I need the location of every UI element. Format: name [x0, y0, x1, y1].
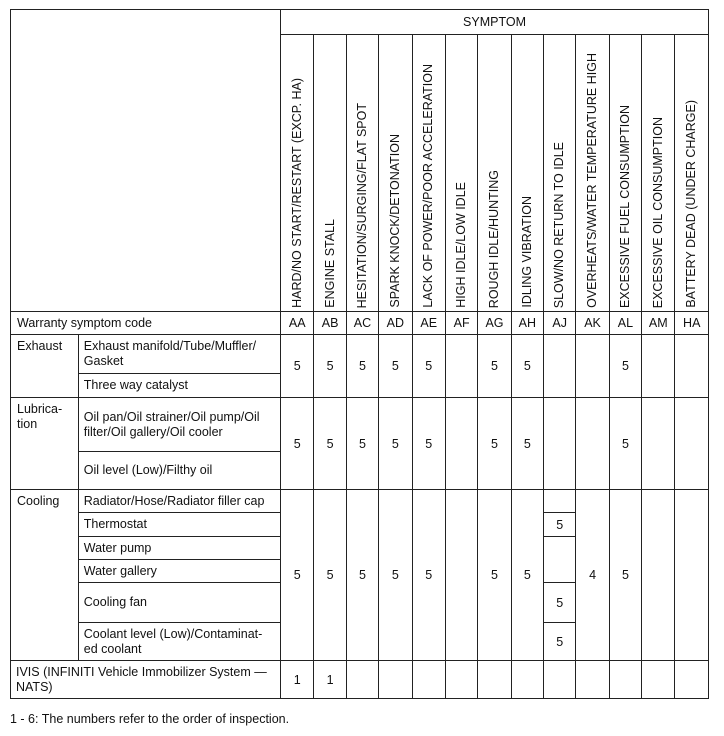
- value-cell: [445, 398, 477, 490]
- value-cell: 5: [281, 398, 314, 490]
- value-cell: 5: [346, 335, 378, 398]
- value-cell: [675, 661, 709, 699]
- value-cell: [346, 661, 378, 699]
- value-cell: [642, 335, 675, 398]
- value-cell: 5: [412, 490, 445, 661]
- value-cell: [544, 537, 576, 583]
- value-cell: 5: [544, 623, 576, 661]
- value-cell: 4: [576, 490, 609, 661]
- value-cell: [478, 661, 511, 699]
- value-cell: 5: [511, 398, 543, 490]
- value-cell: 5: [412, 335, 445, 398]
- symptom-ad: SPARK KNOCK/DETONATION: [379, 35, 412, 312]
- code-cell: AJ: [544, 312, 576, 335]
- value-cell: [445, 335, 477, 398]
- lubrication-category: Lubrica- tion: [11, 398, 79, 490]
- value-cell: [675, 335, 709, 398]
- symptom-ak: OVERHEATS/WATER TEMPERATURE HIGH: [576, 35, 609, 312]
- cooling-item: Radiator/Hose/Radiator filler cap: [78, 490, 280, 513]
- value-cell: 5: [609, 335, 641, 398]
- code-cell: AE: [412, 312, 445, 335]
- cooling-item: Water pump: [78, 537, 280, 560]
- value-cell: [412, 661, 445, 699]
- exhaust-row: [11, 335, 709, 374]
- value-cell: [445, 661, 477, 699]
- cooling-item: Water gallery: [78, 560, 280, 583]
- exhaust-item: Three way catalyst: [78, 374, 280, 398]
- symptom-ag: ROUGH IDLE/HUNTING: [478, 35, 511, 312]
- value-cell: [544, 661, 576, 699]
- value-cell: 5: [379, 335, 412, 398]
- value-cell: 5: [379, 490, 412, 661]
- code-cell: HA: [675, 312, 709, 335]
- value-cell: [544, 490, 576, 513]
- symptom-ha: BATTERY DEAD (UNDER CHARGE): [675, 35, 709, 312]
- value-cell: [576, 661, 609, 699]
- exhaust-category: Exhaust: [11, 335, 79, 398]
- value-cell: 5: [478, 398, 511, 490]
- value-cell: [576, 335, 609, 398]
- code-cell: AM: [642, 312, 675, 335]
- warranty-code-row: [11, 312, 709, 335]
- lubrication-item: Oil pan/Oil strainer/Oil pump/Oil filter/Oil gallery/Oil cooler: [78, 398, 280, 452]
- symptom-table: [10, 9, 709, 699]
- value-cell: [544, 398, 576, 490]
- value-cell: 5: [544, 513, 576, 537]
- value-cell: [544, 335, 576, 398]
- symptom-al: EXCESSIVE FUEL CONSUMPTION: [609, 35, 641, 312]
- value-cell: [511, 661, 543, 699]
- value-cell: [675, 490, 709, 661]
- lubrication-item: Oil level (Low)/Filthy oil: [78, 452, 280, 490]
- value-cell: [445, 490, 477, 661]
- ivis-label: IVIS (INFINITI Vehicle Immobilizer System — NATS): [11, 661, 281, 699]
- value-cell: 5: [609, 490, 641, 661]
- symptom-header: SYMPTOM: [281, 10, 709, 35]
- value-cell: [642, 490, 675, 661]
- code-cell: AC: [346, 312, 378, 335]
- value-cell: 5: [346, 490, 378, 661]
- symptom-aj: SLOW/NO RETURN TO IDLE: [544, 35, 576, 312]
- value-cell: [642, 398, 675, 490]
- exhaust-item: Exhaust manifold/Tube/Muffler/ Gasket: [78, 335, 280, 374]
- value-cell: 5: [478, 490, 511, 661]
- code-cell: AL: [609, 312, 641, 335]
- code-cell: AK: [576, 312, 609, 335]
- cooling-row: [11, 490, 709, 513]
- corner-cell: [11, 10, 281, 312]
- value-cell: 5: [346, 398, 378, 490]
- symptom-ac: HESITATION/SURGING/FLAT SPOT: [346, 35, 378, 312]
- symptom-af: HIGH IDLE/LOW IDLE: [445, 35, 477, 312]
- value-cell: [379, 661, 412, 699]
- value-cell: 5: [314, 335, 346, 398]
- lubrication-row: [11, 398, 709, 452]
- code-cell: AA: [281, 312, 314, 335]
- value-cell: 5: [511, 335, 543, 398]
- warranty-label: Warranty symptom code: [11, 312, 281, 335]
- value-cell: [609, 661, 641, 699]
- value-cell: 5: [478, 335, 511, 398]
- footnote: 1 - 6: The numbers refer to the order of inspection.: [10, 712, 290, 726]
- symptom-am: EXCESSIVE OIL CONSUMPTION: [642, 35, 675, 312]
- symptom-ah: IDLING VIBRATION: [511, 35, 543, 312]
- value-cell: 1: [314, 661, 346, 699]
- value-cell: 5: [281, 335, 314, 398]
- code-cell: AD: [379, 312, 412, 335]
- cooling-item: Cooling fan: [78, 583, 280, 623]
- cooling-category: Cooling: [11, 490, 79, 661]
- symptom-aa: HARD/NO START/RESTART (EXCP. HA): [281, 35, 314, 312]
- value-cell: 5: [314, 398, 346, 490]
- cooling-item: Coolant level (Low)/Contaminat- ed coolant: [78, 623, 280, 661]
- symptom-ab: ENGINE STALL: [314, 35, 346, 312]
- cooling-item: Thermostat: [78, 513, 280, 537]
- value-cell: 5: [544, 583, 576, 623]
- value-cell: 5: [412, 398, 445, 490]
- code-cell: AB: [314, 312, 346, 335]
- value-cell: 5: [314, 490, 346, 661]
- value-cell: [642, 661, 675, 699]
- value-cell: 5: [281, 490, 314, 661]
- code-cell: AF: [445, 312, 477, 335]
- code-cell: AH: [511, 312, 543, 335]
- value-cell: 5: [511, 490, 543, 661]
- value-cell: 5: [609, 398, 641, 490]
- value-cell: [675, 398, 709, 490]
- value-cell: [576, 398, 609, 490]
- code-cell: AG: [478, 312, 511, 335]
- value-cell: 5: [379, 398, 412, 490]
- value-cell: 1: [281, 661, 314, 699]
- symptom-ae: LACK OF POWER/POOR ACCELERATION: [412, 35, 445, 312]
- ivis-row: [11, 661, 709, 699]
